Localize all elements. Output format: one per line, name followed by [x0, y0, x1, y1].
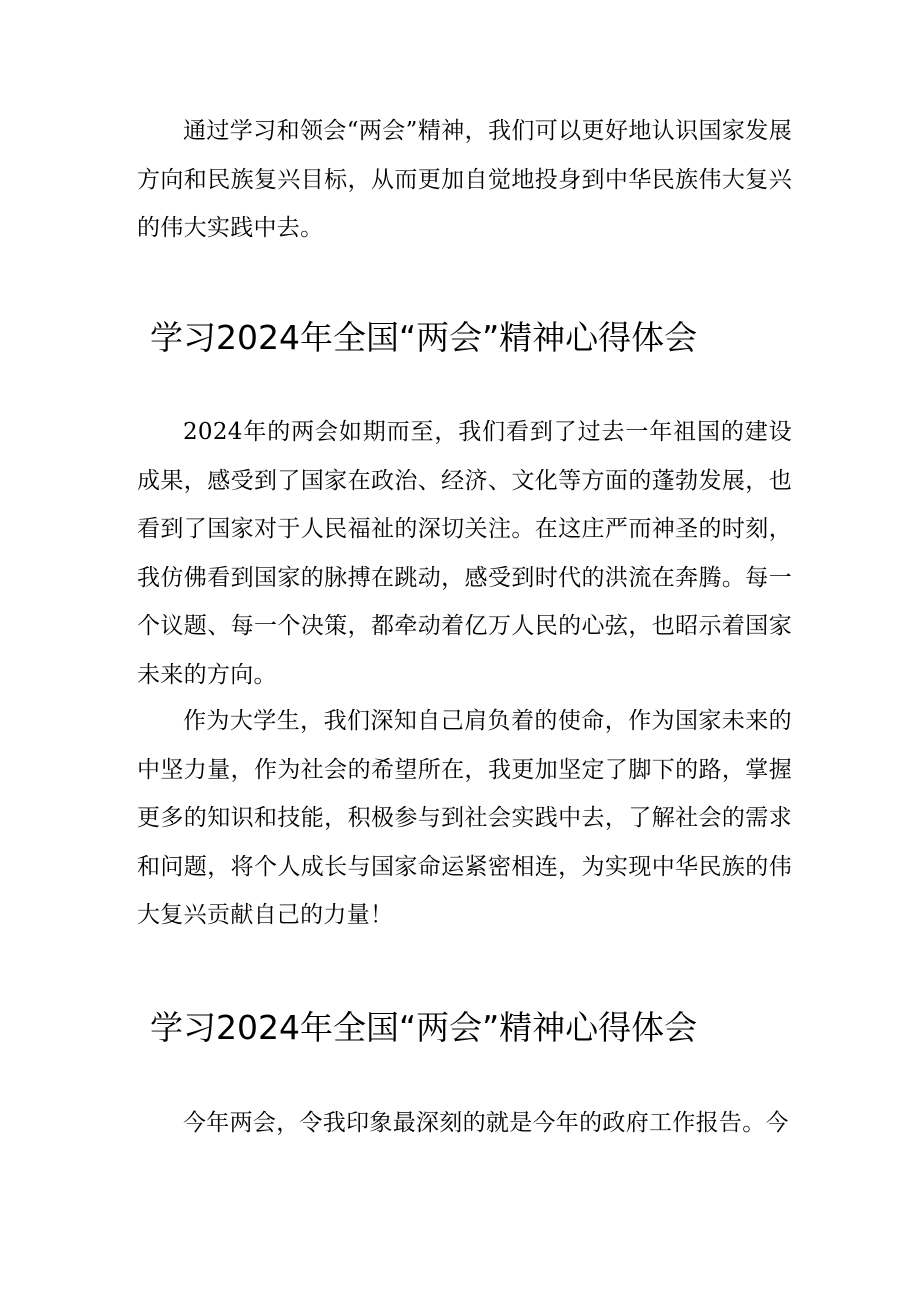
section-paragraph: 作为大学生，我们深知自己肩负着的使命，作为国家未来的中坚力量，作为社会的希望所在，我更加坚定了脚下的路，掌握更多的知识和技能，积极参与到社会实践中去，了解社会的需求和问题，将个人成长与国家命运紧密相连，为实现中华民族的伟大复兴贡献自己的力量！ [137, 708, 792, 928]
section-title: 学习2024年全国“两会”精神心得体会 [150, 318, 698, 357]
section-paragraph: 今年两会，令我印象最深刻的就是今年的政府工作报告。今 [183, 1110, 789, 1136]
section-title: 学习2024年全国“两会”精神心得体会 [150, 1008, 698, 1047]
intro-paragraph: 通过学习和领会“两会”精神，我们可以更好地认识国家发展方向和民族复兴目标，从而更加自觉地投身到中华民族伟大复兴的伟大实践中去。 [137, 118, 792, 241]
section-paragraph: 2024年的两会如期而至，我们看到了过去一年祖国的建设成果，感受到了国家在政治、经济、文化等方面的蓬勃发展，也看到了国家对于人民福祉的深切关注。在这庄严而神圣的时刻，我仿佛看到国家的脉搏在跳动，感受到时代的洪流在奔腾。每一个议题、每一个决策，都牵动着亿万人民的心弦，也昭示着国家未来的方向。 [137, 419, 792, 688]
